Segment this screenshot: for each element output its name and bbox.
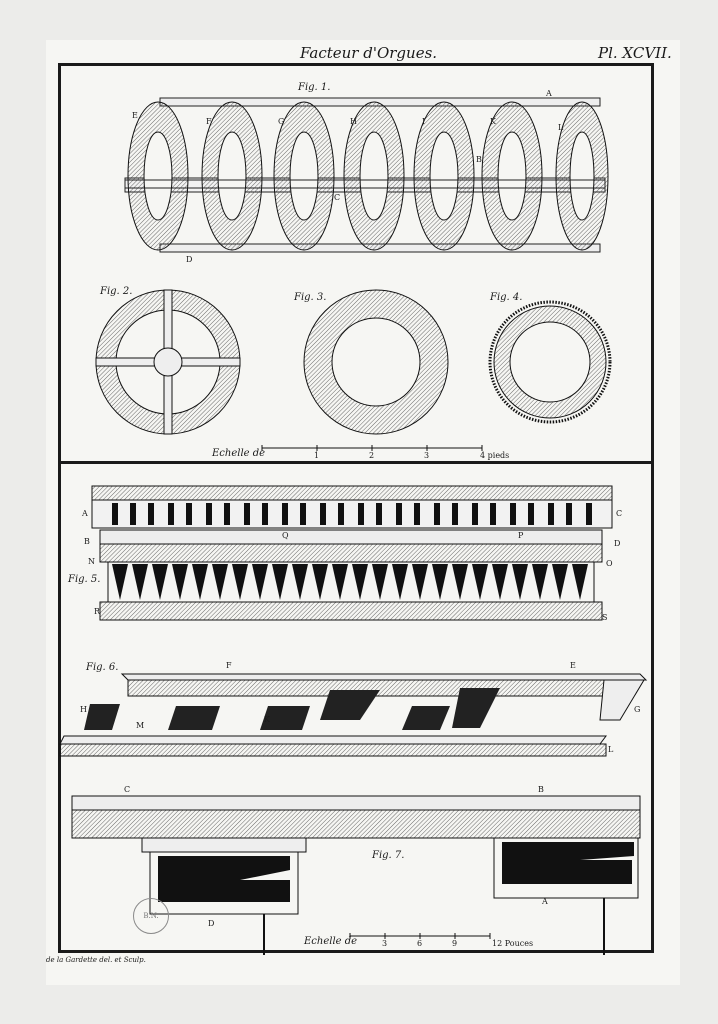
fig5-letter-q: Q: [282, 531, 289, 540]
fig1-letter-e: E: [132, 111, 138, 120]
plate-number: Pl. XCVII.: [598, 44, 672, 62]
fig6-letter-e: E: [570, 661, 576, 670]
fig6-letter-f: F: [226, 661, 232, 670]
fig1-letter-k: K: [490, 117, 496, 126]
fig3-ring: [293, 290, 448, 434]
scale2-unit: 12 Pouces: [492, 939, 534, 948]
fig5-letter-a: A: [82, 509, 88, 518]
fig4-toothed-ring: [489, 292, 610, 422]
scale1-unit: 4 pieds: [480, 451, 510, 460]
fig6-letter-l: L: [608, 745, 614, 754]
fig5-letter-n: N: [88, 557, 95, 566]
fig1-cylinder-frame: [125, 82, 608, 264]
scale2-tick-9: 9: [452, 939, 458, 948]
fig5-letter-d: D: [614, 539, 621, 548]
fig6-label: Fig. 6.: [86, 662, 119, 673]
scale2-label: Echelle de: [304, 936, 358, 947]
fig1-letter-l: L: [558, 123, 564, 132]
scale1-label: Echelle de: [212, 448, 266, 459]
fig5-letter-b: B: [84, 537, 90, 546]
scale-feet: [211, 445, 509, 460]
fig5-letter-s: S: [602, 613, 608, 622]
fig7-letter-d: D: [208, 919, 215, 928]
fig7-letter-c: C: [124, 785, 131, 794]
plate-title: Facteur d'Orgues.: [300, 44, 438, 62]
fig7-letter-a: A: [542, 897, 548, 906]
fig1-letter-d: D: [186, 255, 193, 264]
fig1-letter-h: H: [350, 117, 357, 126]
scale2-tick-6: 6: [417, 939, 423, 948]
fig5-keyboard-section: [67, 486, 622, 622]
library-stamp: B.N.: [133, 898, 169, 934]
fig5-label: Fig. 5.: [68, 574, 101, 585]
fig1-letter-f: F: [206, 117, 212, 126]
scale1-tick-1: 1: [314, 451, 320, 460]
fig5-letter-p: P: [518, 531, 524, 540]
fig1-letter-g: G: [278, 117, 285, 126]
fig3-label: Fig. 3.: [294, 292, 327, 303]
scale-inches: [303, 933, 533, 948]
fig1-letter-b: B: [476, 155, 482, 164]
fig1-label: Fig. 1.: [298, 82, 331, 93]
fig5-letter-r: R: [94, 607, 101, 616]
fig6-letter-m: M: [136, 721, 145, 730]
scale2-tick-3: 3: [382, 939, 388, 948]
fig2-wheel-with-cross: [96, 286, 240, 434]
fig1-letter-i: I: [422, 117, 426, 126]
fig6-letter-k: K: [264, 715, 270, 724]
fig5-letter-c: C: [616, 509, 623, 518]
fig7-letter-b: B: [538, 785, 544, 794]
fig6-letter-h: H: [80, 705, 87, 714]
fig5-letter-o: O: [606, 559, 613, 568]
fig6-letter-g: G: [634, 705, 641, 714]
scale1-tick-3: 3: [424, 451, 430, 460]
engraver-credit: de la Gardette del. et Sculp.: [46, 956, 146, 964]
fig1-letter-a: A: [546, 89, 552, 98]
fig6-key-levers: [60, 661, 646, 756]
scale1-tick-2: 2: [369, 451, 375, 460]
fig4-label: Fig. 4.: [490, 292, 523, 303]
fig7-label: Fig. 7.: [372, 850, 405, 861]
fig2-label: Fig. 2.: [100, 286, 133, 297]
fig1-letter-c: C: [334, 193, 341, 202]
